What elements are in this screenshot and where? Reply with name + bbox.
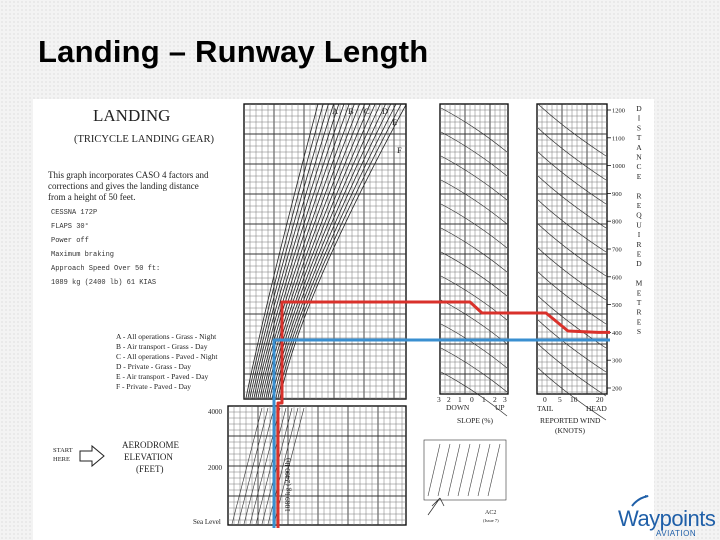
distance-tick-label: 700 [612, 246, 622, 254]
distance-axis-letter: D [636, 259, 642, 269]
condition-6: 1089 kg (2400 lb) 61 KIAS [51, 279, 157, 287]
description-line-2: corrections and gives the landing distance [48, 181, 199, 191]
distance-tick-label: 400 [612, 329, 622, 337]
footer-mark-1: AC2 [485, 510, 497, 516]
curve-letter-e: E [392, 117, 398, 127]
distance-axis-letter: T [636, 133, 642, 143]
distance-axis-letter: R [636, 239, 642, 249]
slope-tick-4: 0 [470, 395, 474, 404]
slope-up-label: UP [495, 403, 505, 412]
elevation-label-1: AERODROME [122, 440, 180, 450]
logo-wordmark: Waypoints [618, 506, 716, 531]
wind-axis-title-1: REPORTED WIND [540, 416, 601, 425]
distance-axis-letter: Q [636, 210, 642, 220]
distance-axis-letter: R [636, 307, 642, 317]
curve-letter-c: C [364, 106, 370, 116]
slope-tick-2: 2 [447, 395, 451, 404]
condition-5: Approach Speed Over 50 ft: [51, 265, 161, 273]
elevation-label-3: (FEET) [136, 464, 164, 474]
condition-3: Power off [51, 237, 89, 245]
slope-tick-6: 2 [493, 395, 497, 404]
condition-4: Maximum braking [51, 251, 115, 259]
distance-tick-label: 500 [612, 302, 622, 310]
distance-axis-letter: E [636, 201, 642, 210]
distance-axis-letter: S [636, 123, 642, 133]
footer-mark-2: (Issue 7) [483, 518, 499, 523]
distance-axis-letter: D [636, 104, 642, 113]
curve-letter-d: D [382, 106, 389, 116]
distance-axis-letter: E [636, 171, 642, 181]
distance-axis-letter: T [636, 298, 642, 307]
operation-legend-e: E - Air transport - Paved - Day [116, 372, 209, 381]
slope-tick-7: 3 [503, 395, 507, 404]
elevation-tick-sealevel: Sea Level [193, 518, 221, 526]
operation-legend-a: A - All operations - Grass - Night [116, 332, 217, 341]
distance-tick-label: 200 [612, 385, 622, 393]
slope-down-label: DOWN [446, 403, 470, 412]
condition-1: CESSNA 172P [51, 209, 98, 217]
distance-axis-letter: I [637, 230, 641, 240]
chart-subtitle: (TRICYCLE LANDING GEAR) [74, 134, 214, 145]
start-label-1: START [53, 447, 73, 454]
wind-axis-title-2: (KNOTS) [555, 426, 585, 435]
distance-axis-letter: N [636, 152, 642, 162]
distance-tick-label: 1200 [612, 107, 625, 115]
description-line-1: This graph incorporates CASO 4 factors and [48, 170, 209, 180]
wind-tail-label: TAIL [537, 404, 554, 413]
distance-axis-letter: M [635, 278, 643, 288]
distance-tick-label: 1100 [612, 135, 625, 143]
elevation-grid [228, 406, 406, 525]
weight-label: 1089 kg (2400 lb) [283, 458, 292, 512]
distance-tick-label: 800 [612, 218, 622, 226]
distance-tick-label: 300 [612, 357, 622, 365]
operation-legend-b: B - Air transport - Grass - Day [116, 342, 208, 351]
logo-subtitle: AVIATION [656, 529, 697, 538]
condition-2: FLAPS 30° [51, 223, 89, 231]
curve-letter-f: F [397, 145, 402, 155]
wind-tick-0: 0 [543, 395, 547, 404]
distance-axis-letter: E [636, 317, 642, 327]
distance-axis-letter: C [636, 162, 642, 172]
slope-axis-title: SLOPE (%) [457, 416, 494, 425]
slide-title: Landing – Runway Length [38, 34, 429, 69]
distance-tick-label: 600 [612, 274, 622, 282]
distance-axis-letter: A [636, 142, 642, 152]
start-label-2: HERE [53, 456, 70, 463]
waypoints-logo [612, 500, 716, 540]
wind-head-label: HEAD [586, 404, 607, 413]
operation-legend-c: C - All operations - Paved - Night [116, 352, 218, 361]
description-line-3: from a height of 50 feet. [48, 192, 136, 202]
curve-letter-a: A [332, 106, 339, 116]
elevation-label-2: ELEVATION [124, 452, 173, 462]
distance-axis-letter: I [637, 113, 641, 123]
elevation-tick-4000: 4000 [208, 408, 222, 416]
slope-tick-5: 1 [482, 395, 486, 404]
distance-axis-letter: S [636, 327, 642, 337]
slope-tick-1: 3 [437, 395, 441, 404]
elevation-tick-2000: 2000 [208, 464, 222, 472]
operation-legend-d: D - Private - Grass - Day [116, 362, 191, 371]
operation-legend-f: F - Private - Paved - Day [116, 382, 191, 391]
distance-axis-letter: U [636, 220, 642, 230]
wind-tick-10: 10 [570, 395, 578, 404]
wind-grid [537, 104, 607, 394]
distance-axis-letter: E [636, 288, 642, 298]
distance-tick-label: 900 [612, 190, 622, 198]
distance-axis-letter: E [636, 249, 642, 259]
distance-axis-letter: R [636, 191, 642, 201]
wind-tick-20: 20 [596, 395, 604, 404]
curve-letter-b: B [348, 106, 354, 116]
chart-title: LANDING [93, 106, 171, 125]
distance-tick-label: 1000 [612, 163, 625, 171]
slope-tick-3: 1 [458, 395, 462, 404]
wind-tick-5: 5 [558, 395, 562, 404]
slope-grid [440, 104, 508, 394]
